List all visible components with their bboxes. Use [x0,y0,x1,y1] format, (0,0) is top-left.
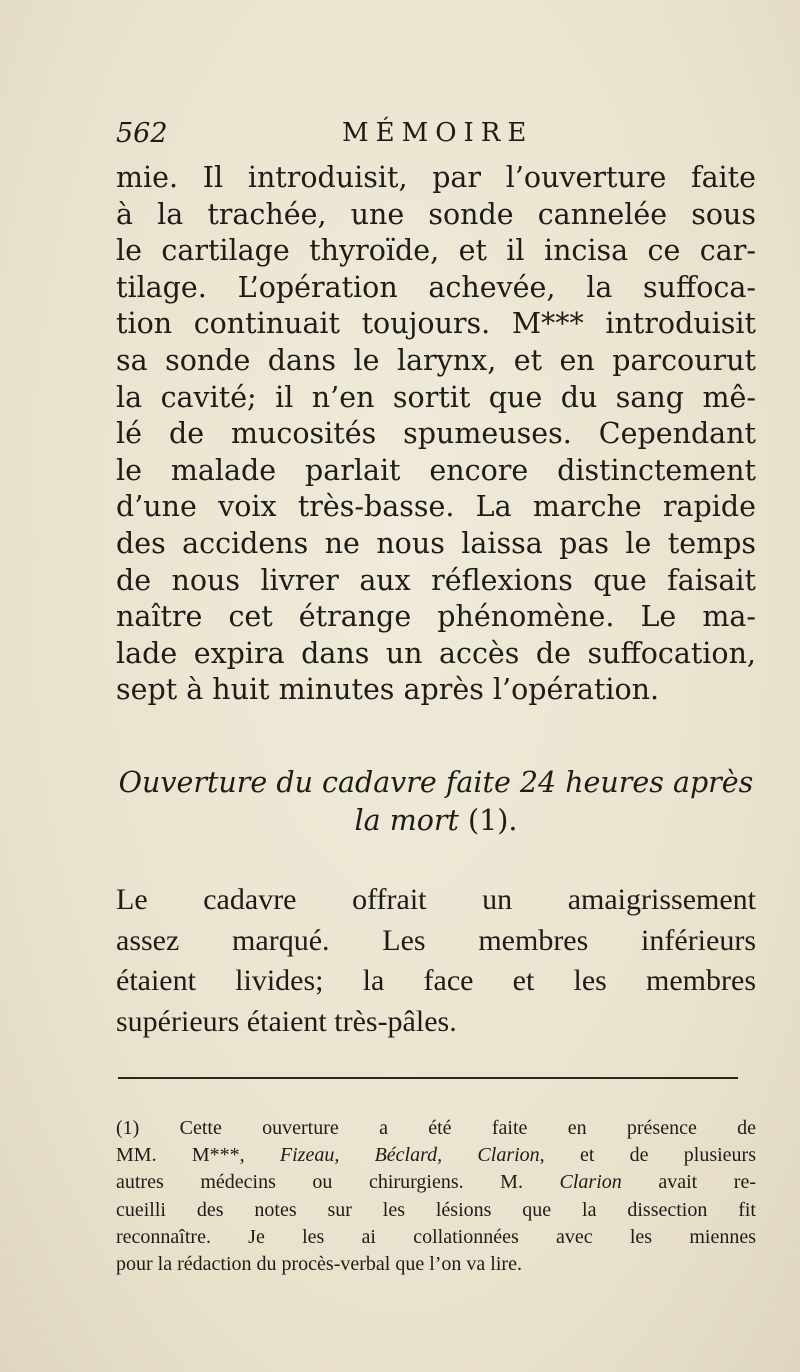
text-line: d’une voix très-basse. La marche rapide [116,490,756,524]
page-header [116,118,756,158]
subheading-italic: la mort [354,804,459,837]
text-line: lé de mucosités spumeuses. Cependant [116,417,756,451]
text-line: sa sonde dans le larynx, et en parcourut [116,343,756,377]
text-line: naître cet étrange phénomène. Le ma- [116,600,756,634]
subheading-line-1: Ouverture du cadavre faite 24 heures après [118,766,754,799]
text-line: tilage. L’opération achevée, la suffoca- [116,270,756,304]
text-line: sept à huit minutes après l’opération. [116,673,660,707]
section-subheading [116,764,756,840]
footnote-names: Fizeau, Béclard, Clarion [279,1144,540,1167]
text-line: des accidens ne nous laissa pas le temps [116,526,756,560]
text-line: lade expira dans un accès de suffocation, [116,636,756,670]
footnote-reference: (1). [458,804,518,837]
footnote-divider [118,1077,738,1079]
running-head: MÉMOIRE [342,118,534,148]
footnote-line: cueilli des notes sur les lésions que la dissection fit [116,1198,756,1221]
text-line: Le cadavre offrait un amaigrissement [116,883,756,916]
text-line: le cartilage thyroïde, et il incisa ce car- [116,234,756,268]
footnote-line: reconnaître. Je les ai collationnées avec les miennes [116,1225,756,1248]
text-line: supérieurs étaient très-pâles. [116,1004,457,1038]
text-line: le malade parlait encore distinctement [116,453,756,487]
footnote-name: Clarion [559,1171,622,1194]
text-line: la cavité; il n’en sortit que du sang mê- [116,380,756,414]
subheading-line-2 [116,802,756,840]
paragraph-2 [116,880,756,1042]
footnote-line: pour la rédaction du procès-verbal que l’on va lire. [116,1252,522,1275]
text-line: mie. Il introduisit, par l’ouverture faite [116,161,756,194]
footnote-line [116,1169,756,1196]
text-line: tion continuait toujours. M*** introduisit [116,307,756,341]
text-line: assez marqué. Les membres inférieurs [116,923,756,957]
text-line: à la trachée, une sonde cannelée sous [116,197,756,231]
paragraph-1 [116,160,756,709]
footnote-text: avait re- [621,1171,756,1194]
footnote-text: autres médecins ou chirurgiens. M. [116,1171,560,1194]
footnote-line: (1) Cette ouverture a été faite en présence de [116,1117,756,1139]
footnote-text: , et de plusieurs [539,1144,756,1167]
footnote-text: MM. M***, [116,1144,280,1167]
footnote [116,1115,756,1278]
text-line: de nous livrer aux réflexions que faisait [116,563,756,597]
page-number: 562 [116,118,168,149]
text-line: étaient livides; la face et les membres [116,964,756,997]
footnote-line [116,1142,756,1169]
